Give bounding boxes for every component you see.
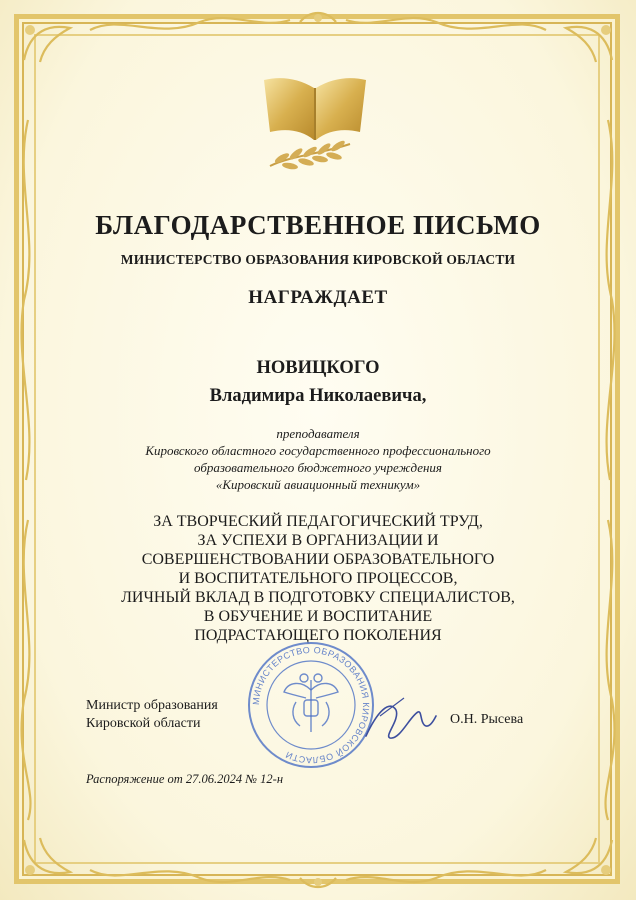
seal-text: МИНИСТЕРСТВО ОБРАЗОВАНИЯ КИРОВСКОЙ ОБЛАСТИ [250,644,372,766]
recipient-given-names: Владимира Николаевича, [209,386,427,406]
reason-line: ПОДРАСТАЮЩЕГО ПОКОЛЕНИЯ [194,627,442,644]
signature-icon [360,680,440,760]
recipient-position [40,425,596,493]
signer-title-line: Министр образования [86,698,218,713]
laurel-branch-icon [270,139,350,170]
reason-line: СОВЕРШЕНСТВОВАНИИ ОБРАЗОВАТЕЛЬНОГО [141,551,495,568]
award-reason [40,512,596,645]
open-book-emblem-icon [250,70,380,190]
position-line: Кировского областного государственного профессионального [145,443,491,458]
award-action: НАГРАЖДАЕТ [248,287,388,308]
signer-title-line: Кировской области [86,716,201,731]
order-reference: Распоряжение от 27.06.2024 № 12-н [86,772,284,786]
reason-line: ЗА УСПЕХИ В ОРГАНИЗАЦИИ И [197,532,439,549]
reason-line: И ВОСПИТАТЕЛЬНОГО ПРОЦЕССОВ, [178,570,458,587]
reason-line: ЛИЧНЫЙ ВКЛАД В ПОДГОТОВКУ СПЕЦИАЛИСТОВ, [121,589,515,606]
position-line: образовательного бюджетного учреждения [194,460,442,475]
position-line: преподавателя [276,426,360,441]
issuer-name: МИНИСТЕРСТВО ОБРАЗОВАНИЯ КИРОВСКОЙ ОБЛАСТИ [120,252,516,267]
document-title: БЛАГОДАРСТВЕННОЕ ПИСЬМО [95,210,541,240]
position-line: «Кировский авиационный техникум» [215,477,421,492]
signer-title [86,697,218,733]
signer-name: О.Н. Рысева [450,712,524,727]
reason-line: В ОБУЧЕНИЕ И ВОСПИТАНИЕ [203,608,433,625]
state-seal-icon [246,640,376,770]
reason-line: ЗА ТВОРЧЕСКИЙ ПЕДАГОГИЧЕСКИЙ ТРУД, [153,513,483,530]
recipient-surname: НОВИЦКОГО [256,358,380,378]
